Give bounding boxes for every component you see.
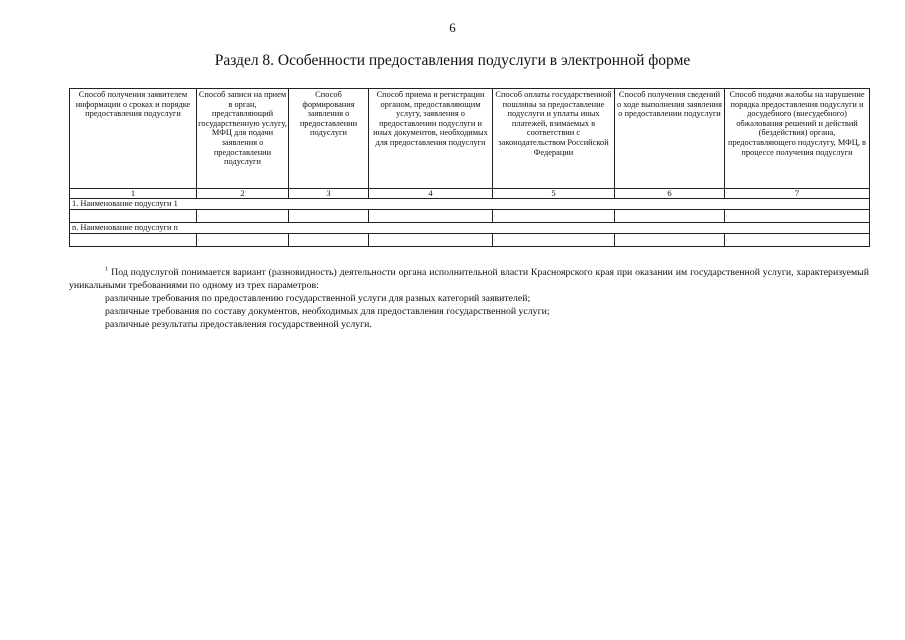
footnote-item: различные результаты предоставления государственной услуги. — [105, 319, 372, 330]
table-cell — [725, 210, 870, 223]
table-row — [70, 210, 870, 223]
section-row-n — [70, 223, 870, 234]
column-number: 7 — [725, 189, 870, 199]
table-cell — [493, 234, 615, 247]
header-cell-7: Способ подачи жалобы на нарушение порядка предоставления подуслуги и досудебного (внесудебного) обжалования решений и действий (бездействия) органа, предоставляющего подуслугу, МФЦ, в процессе получения подуслуги — [725, 89, 870, 189]
column-number: 4 — [369, 189, 493, 199]
header-row — [70, 89, 870, 189]
footnote-lead — [69, 266, 869, 292]
section-label-1: 1. Наименование подуслуги 1 — [70, 199, 870, 210]
table-cell — [493, 210, 615, 223]
section-title: Раздел 8. Особенности предоставления подуслуги в электронной форме — [214, 52, 691, 69]
table-cell — [615, 210, 725, 223]
table-cell — [289, 210, 369, 223]
header-cell-2: Способ записи на прием в орган, представляющий государственную услугу, МФЦ для подачи заявления о предоставлении подуслуги — [197, 89, 289, 189]
column-number: 5 — [493, 189, 615, 199]
column-number: 3 — [289, 189, 369, 199]
section-label-n: n. Наименование подуслуги n — [70, 223, 870, 234]
header-cell-5: Способ оплаты государственной пошлины за предоставление подуслуги и уплаты иных платежей, взимаемых в соответствии с законодательством Российской Федерации — [493, 89, 615, 189]
table-cell — [369, 234, 493, 247]
table-cell — [615, 234, 725, 247]
page-number: 6 — [449, 20, 456, 35]
table-cell — [197, 210, 289, 223]
table-cell — [369, 210, 493, 223]
table-cell — [289, 234, 369, 247]
header-cell-6: Способ получения сведений о ходе выполнения заявления о предоставлении подуслуги — [615, 89, 725, 189]
header-cell-1: Способ получения заявителем информации о сроках и порядке предоставления подуслуги — [70, 89, 197, 189]
column-number: 2 — [197, 189, 289, 199]
footnote-marker: 1 — [105, 265, 109, 273]
table-cell — [725, 234, 870, 247]
header-cell-3: Способ формирования заявления о предоставлении подуслуги — [289, 89, 369, 189]
column-number-row — [70, 189, 870, 199]
table-cell — [70, 234, 197, 247]
column-number: 6 — [615, 189, 725, 199]
table-cell — [70, 210, 197, 223]
table-row — [70, 234, 870, 247]
header-cell-4: Способ приема и регистрации органом, предоставляющим услугу, заявления о предоставлении подуслуги и иных документов, необходимых для предоставления подуслуги — [369, 89, 493, 189]
footnote-item: различные требования по составу документов, необходимых для предоставления государственной услуги; — [105, 306, 550, 317]
section-row-1 — [70, 199, 870, 210]
table-cell — [197, 234, 289, 247]
column-number: 1 — [70, 189, 197, 199]
services-table — [69, 88, 870, 247]
footnote-item: различные требования по предоставлению государственной услуги для разных категорий заявителей; — [105, 293, 531, 304]
footnote — [69, 266, 869, 331]
footnote-text: Под подуслугой понимается вариант (разновидность) деятельности органа исполнительной власти Красноярского края при оказании им государственной услуги, характеризуемый уникальными требованиями по одному из трех параметров: — [69, 267, 869, 291]
